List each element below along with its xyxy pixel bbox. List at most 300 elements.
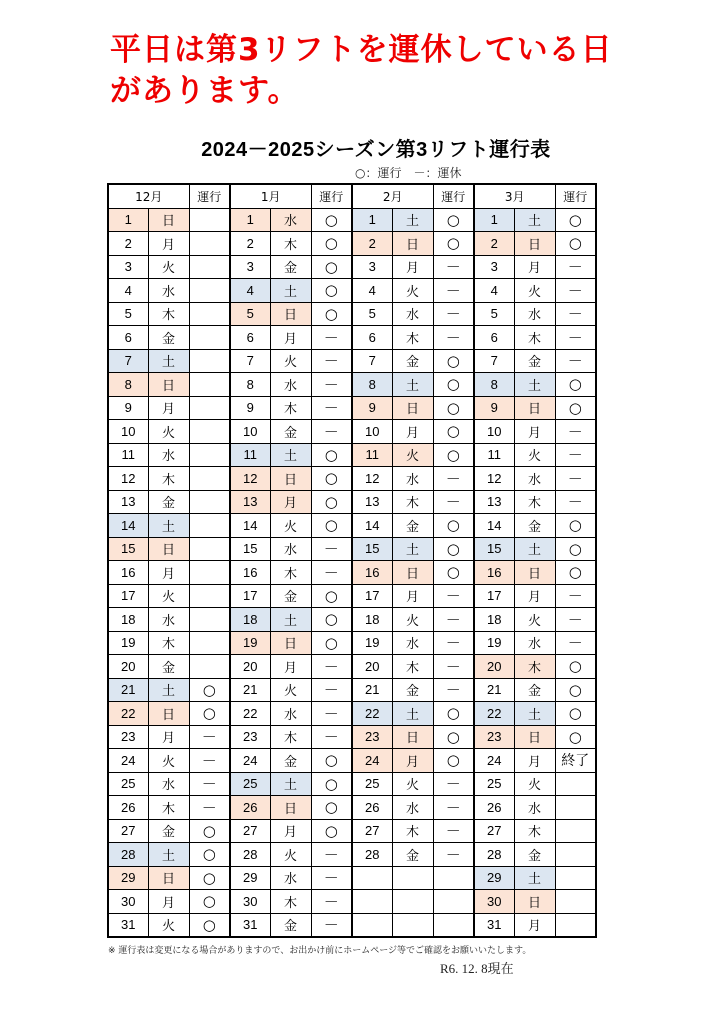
day-number: 21 — [230, 678, 270, 702]
operation-status: ○ — [433, 725, 474, 749]
day-number: 23 — [108, 725, 148, 749]
day-number: 5 — [474, 302, 514, 326]
table-row — [108, 302, 596, 326]
operation-status: ○ — [311, 584, 352, 608]
table-row — [108, 467, 596, 491]
table-row — [108, 420, 596, 444]
day-number: 24 — [108, 749, 148, 773]
day-number: 3 — [474, 255, 514, 279]
weekday: 金 — [148, 655, 189, 679]
weekday: 金 — [270, 749, 311, 773]
day-number: 10 — [352, 420, 392, 444]
weekday: 火 — [270, 843, 311, 867]
table-row — [108, 725, 596, 749]
weekday: 水 — [392, 631, 433, 655]
day-number: 28 — [352, 843, 392, 867]
weekday: 水 — [392, 302, 433, 326]
day-number: 6 — [108, 326, 148, 350]
operation-status: ○ — [311, 467, 352, 491]
weekday: 火 — [270, 514, 311, 538]
weekday: 土 — [270, 443, 311, 467]
weekday: 月 — [148, 232, 189, 256]
weekday: 日 — [148, 208, 189, 232]
operation-status — [555, 890, 596, 914]
operation-status: － — [433, 584, 474, 608]
operation-status — [433, 913, 474, 937]
day-number — [352, 890, 392, 914]
day-number: 4 — [352, 279, 392, 303]
operation-status — [189, 302, 230, 326]
operation-status: － — [555, 467, 596, 491]
operation-status: － — [555, 584, 596, 608]
table-row — [108, 631, 596, 655]
weekday: 日 — [270, 467, 311, 491]
weekday: 月 — [148, 396, 189, 420]
operation-status — [189, 561, 230, 585]
day-number: 30 — [230, 890, 270, 914]
day-number: 20 — [230, 655, 270, 679]
day-number: 21 — [474, 678, 514, 702]
day-number: 26 — [352, 796, 392, 820]
table-row — [108, 514, 596, 538]
operation-status: ○ — [433, 561, 474, 585]
day-number: 12 — [230, 467, 270, 491]
day-number: 18 — [352, 608, 392, 632]
operation-status: － — [433, 796, 474, 820]
weekday: 火 — [392, 443, 433, 467]
operation-status: ○ — [189, 913, 230, 937]
day-number: 13 — [230, 490, 270, 514]
weekday: 金 — [514, 678, 555, 702]
operation-status: － — [433, 255, 474, 279]
weekday: 金 — [514, 843, 555, 867]
weekday: 土 — [514, 208, 555, 232]
operation-status: ○ — [311, 232, 352, 256]
operation-status: － — [311, 420, 352, 444]
operation-status: ○ — [311, 514, 352, 538]
day-number: 5 — [108, 302, 148, 326]
day-number: 20 — [352, 655, 392, 679]
weekday: 水 — [514, 631, 555, 655]
operation-status — [189, 655, 230, 679]
header-row — [108, 184, 596, 208]
table-row — [108, 537, 596, 561]
day-number: 14 — [352, 514, 392, 538]
operation-status — [189, 396, 230, 420]
disclaimer-note: ※ 運行表は変更になる場合がありますので、お出かけ前にホームページ等でご確認をお願いいたします。 — [108, 946, 532, 956]
notice-headline-line2: があります。 — [110, 73, 300, 109]
operation-status: ○ — [433, 396, 474, 420]
day-number: 4 — [108, 279, 148, 303]
day-number: 7 — [108, 349, 148, 373]
weekday: 金 — [270, 584, 311, 608]
day-number — [352, 866, 392, 890]
weekday: 月 — [392, 584, 433, 608]
weekday: 金 — [392, 514, 433, 538]
operation-status: ○ — [189, 866, 230, 890]
weekday: 土 — [392, 537, 433, 561]
day-number: 26 — [474, 796, 514, 820]
day-number: 29 — [474, 866, 514, 890]
day-number: 7 — [352, 349, 392, 373]
weekday: 火 — [148, 749, 189, 773]
day-number: 4 — [474, 279, 514, 303]
notice-headline — [110, 30, 630, 112]
operation-status: ○ — [555, 561, 596, 585]
weekday: 金 — [514, 514, 555, 538]
day-number: 2 — [108, 232, 148, 256]
month-header: 12月 — [108, 184, 189, 208]
weekday: 木 — [392, 490, 433, 514]
table-row — [108, 772, 596, 796]
operation-status: － — [311, 326, 352, 350]
weekday: 水 — [148, 279, 189, 303]
operation-status — [433, 866, 474, 890]
operation-status: － — [189, 749, 230, 773]
operation-status: ○ — [311, 796, 352, 820]
day-number: 9 — [108, 396, 148, 420]
operation-status: ○ — [555, 678, 596, 702]
notice-headline-line1: 平日は第3リフトを運休している日 — [110, 32, 613, 68]
operation-status — [189, 349, 230, 373]
day-number: 16 — [108, 561, 148, 585]
weekday: 日 — [514, 396, 555, 420]
day-number: 19 — [108, 631, 148, 655]
day-number: 2 — [352, 232, 392, 256]
operation-status — [189, 514, 230, 538]
weekday: 金 — [270, 913, 311, 937]
day-number: 5 — [352, 302, 392, 326]
weekday: 火 — [392, 279, 433, 303]
weekday: 日 — [148, 373, 189, 397]
weekday: 火 — [148, 255, 189, 279]
weekday: 木 — [148, 302, 189, 326]
weekday: 日 — [148, 537, 189, 561]
weekday: 火 — [514, 443, 555, 467]
operation-status: ○ — [433, 349, 474, 373]
day-number: 8 — [474, 373, 514, 397]
operation-status — [555, 913, 596, 937]
day-number: 23 — [230, 725, 270, 749]
weekday: 日 — [148, 702, 189, 726]
weekday: 月 — [270, 326, 311, 350]
day-number: 31 — [108, 913, 148, 937]
operation-status: ○ — [189, 702, 230, 726]
operation-status: ○ — [555, 655, 596, 679]
day-number: 3 — [108, 255, 148, 279]
weekday: 日 — [270, 302, 311, 326]
weekday: 日 — [514, 890, 555, 914]
day-number: 21 — [352, 678, 392, 702]
weekday: 金 — [270, 420, 311, 444]
operation-status: ○ — [433, 373, 474, 397]
operation-status: － — [311, 396, 352, 420]
weekday: 月 — [514, 255, 555, 279]
table-row — [108, 232, 596, 256]
day-number: 10 — [474, 420, 514, 444]
day-number: 1 — [474, 208, 514, 232]
weekday: 金 — [392, 678, 433, 702]
weekday: 火 — [514, 279, 555, 303]
table-row — [108, 561, 596, 585]
operation-status: － — [433, 655, 474, 679]
table-row — [108, 749, 596, 773]
day-number: 26 — [108, 796, 148, 820]
weekday: 土 — [392, 702, 433, 726]
operation-status: － — [311, 655, 352, 679]
operation-status — [189, 279, 230, 303]
weekday: 木 — [148, 796, 189, 820]
day-number: 7 — [474, 349, 514, 373]
weekday: 木 — [270, 232, 311, 256]
operation-status — [555, 843, 596, 867]
table-row — [108, 819, 596, 843]
day-number: 22 — [230, 702, 270, 726]
weekday: 土 — [392, 373, 433, 397]
operation-status: － — [311, 561, 352, 585]
table-row — [108, 655, 596, 679]
day-number: 15 — [230, 537, 270, 561]
day-number: 13 — [352, 490, 392, 514]
day-number: 14 — [474, 514, 514, 538]
operation-status: － — [433, 678, 474, 702]
day-number: 19 — [474, 631, 514, 655]
day-number: 30 — [474, 890, 514, 914]
operation-status — [189, 443, 230, 467]
weekday: 月 — [514, 749, 555, 773]
day-number: 25 — [352, 772, 392, 796]
table-row — [108, 396, 596, 420]
day-number: 11 — [108, 443, 148, 467]
day-number: 7 — [230, 349, 270, 373]
weekday — [392, 913, 433, 937]
table-row — [108, 608, 596, 632]
operation-status: ○ — [189, 843, 230, 867]
day-number: 28 — [474, 843, 514, 867]
weekday: 水 — [514, 302, 555, 326]
operation-status: ○ — [311, 631, 352, 655]
weekday: 火 — [270, 678, 311, 702]
operation-status: ○ — [189, 678, 230, 702]
operation-status: ○ — [433, 420, 474, 444]
day-number: 12 — [108, 467, 148, 491]
operation-status: － — [189, 796, 230, 820]
day-number: 9 — [352, 396, 392, 420]
table-row — [108, 349, 596, 373]
weekday: 日 — [392, 725, 433, 749]
day-number: 8 — [108, 373, 148, 397]
operation-status: － — [555, 302, 596, 326]
day-number: 11 — [474, 443, 514, 467]
operation-status: ○ — [555, 702, 596, 726]
operation-status: － — [555, 608, 596, 632]
weekday: 木 — [514, 490, 555, 514]
operation-status: ○ — [433, 208, 474, 232]
day-number: 26 — [230, 796, 270, 820]
operation-status: ○ — [433, 514, 474, 538]
day-number: 14 — [230, 514, 270, 538]
operation-status — [555, 796, 596, 820]
operation-status: ○ — [433, 443, 474, 467]
operation-status — [189, 490, 230, 514]
operation-status — [189, 208, 230, 232]
operation-status — [555, 819, 596, 843]
operation-status: ○ — [311, 302, 352, 326]
table-row — [108, 890, 596, 914]
day-number: 29 — [108, 866, 148, 890]
day-number: 24 — [474, 749, 514, 773]
day-number: 23 — [474, 725, 514, 749]
table-row — [108, 208, 596, 232]
operation-status: ○ — [433, 537, 474, 561]
weekday — [392, 866, 433, 890]
operation-status — [433, 890, 474, 914]
day-number: 27 — [230, 819, 270, 843]
operation-status: － — [555, 349, 596, 373]
weekday: 木 — [514, 655, 555, 679]
operation-status — [189, 255, 230, 279]
operation-status — [555, 772, 596, 796]
table-row — [108, 796, 596, 820]
operation-status: ○ — [311, 608, 352, 632]
legend: ○：運行 －：運休 — [355, 166, 462, 180]
day-number: 13 — [108, 490, 148, 514]
operation-status: ○ — [189, 819, 230, 843]
weekday: 日 — [392, 561, 433, 585]
weekday: 土 — [148, 843, 189, 867]
operation-status: ○ — [311, 772, 352, 796]
op-header: 運行 — [311, 184, 352, 208]
day-number: 29 — [230, 866, 270, 890]
day-number: 23 — [352, 725, 392, 749]
weekday: 水 — [392, 796, 433, 820]
weekday: 日 — [514, 725, 555, 749]
op-header: 運行 — [189, 184, 230, 208]
operation-status: － — [189, 725, 230, 749]
weekday: 木 — [514, 326, 555, 350]
operation-status: － — [433, 490, 474, 514]
weekday: 金 — [514, 349, 555, 373]
day-number: 16 — [230, 561, 270, 585]
weekday: 木 — [392, 819, 433, 843]
day-number: 22 — [352, 702, 392, 726]
weekday: 土 — [270, 772, 311, 796]
operation-status: － — [555, 255, 596, 279]
operation-status: － — [311, 373, 352, 397]
table-row — [108, 255, 596, 279]
day-number: 6 — [474, 326, 514, 350]
weekday: 木 — [392, 655, 433, 679]
day-number: 10 — [230, 420, 270, 444]
day-number: 12 — [474, 467, 514, 491]
operation-status — [189, 373, 230, 397]
day-number: 17 — [474, 584, 514, 608]
day-number: 15 — [108, 537, 148, 561]
operation-status: － — [433, 631, 474, 655]
day-number: 1 — [352, 208, 392, 232]
schedule-title-text: 2024－2025シーズン第3リフト運行表 — [201, 139, 551, 161]
weekday: 金 — [148, 490, 189, 514]
day-number: 22 — [474, 702, 514, 726]
operation-status: ○ — [311, 279, 352, 303]
day-number: 17 — [352, 584, 392, 608]
day-number: 30 — [108, 890, 148, 914]
operation-status — [189, 326, 230, 350]
weekday: 日 — [148, 866, 189, 890]
operation-status: ○ — [311, 208, 352, 232]
weekday: 木 — [392, 326, 433, 350]
operation-status: ○ — [555, 537, 596, 561]
weekday: 月 — [148, 725, 189, 749]
weekday: 月 — [148, 561, 189, 585]
day-number: 16 — [352, 561, 392, 585]
weekday: 火 — [514, 772, 555, 796]
day-number: 11 — [352, 443, 392, 467]
operation-status: － — [311, 843, 352, 867]
table-row — [108, 443, 596, 467]
day-number: 2 — [230, 232, 270, 256]
day-number: 25 — [108, 772, 148, 796]
day-number: 18 — [230, 608, 270, 632]
weekday: 土 — [148, 349, 189, 373]
operation-status: － — [555, 490, 596, 514]
operation-status: － — [311, 349, 352, 373]
day-number: 31 — [474, 913, 514, 937]
operation-status: － — [311, 702, 352, 726]
weekday: 土 — [148, 678, 189, 702]
operation-status — [189, 608, 230, 632]
operation-status — [189, 467, 230, 491]
day-number: 1 — [108, 208, 148, 232]
operation-status — [189, 631, 230, 655]
weekday: 日 — [392, 396, 433, 420]
operation-status: － — [311, 866, 352, 890]
weekday: 土 — [392, 208, 433, 232]
day-number: 15 — [352, 537, 392, 561]
operation-status: ○ — [311, 490, 352, 514]
operation-status: ○ — [555, 396, 596, 420]
operation-status: － — [189, 772, 230, 796]
weekday: 日 — [270, 631, 311, 655]
day-number: 22 — [108, 702, 148, 726]
operation-status: － — [555, 420, 596, 444]
operation-status: － — [433, 843, 474, 867]
operation-status: ○ — [555, 208, 596, 232]
weekday: 日 — [514, 561, 555, 585]
lift-schedule-table — [107, 183, 597, 938]
op-header: 運行 — [433, 184, 474, 208]
day-number: 20 — [108, 655, 148, 679]
day-number: 15 — [474, 537, 514, 561]
weekday: 日 — [270, 796, 311, 820]
operation-status: ○ — [311, 819, 352, 843]
operation-status: ○ — [555, 725, 596, 749]
day-number: 3 — [352, 255, 392, 279]
weekday: 水 — [148, 608, 189, 632]
op-header: 運行 — [555, 184, 596, 208]
operation-status: 終了 — [555, 749, 596, 773]
operation-status: － — [311, 725, 352, 749]
operation-status: － — [433, 326, 474, 350]
day-number — [352, 913, 392, 937]
month-header: 3月 — [474, 184, 555, 208]
day-number: 6 — [352, 326, 392, 350]
day-number: 14 — [108, 514, 148, 538]
operation-status — [189, 537, 230, 561]
day-number: 10 — [108, 420, 148, 444]
weekday: 月 — [514, 584, 555, 608]
weekday: 火 — [148, 584, 189, 608]
